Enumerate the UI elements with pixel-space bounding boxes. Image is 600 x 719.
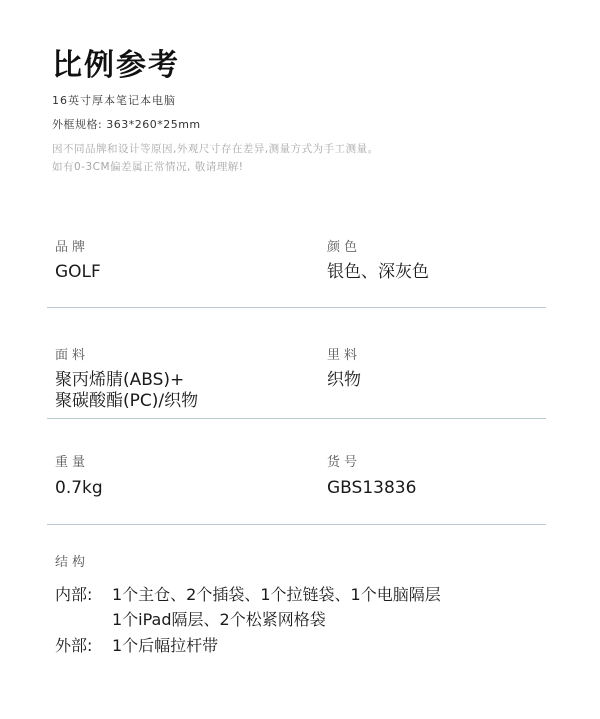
sku-value: GBS13836 bbox=[327, 478, 417, 498]
color-value: 银色、深灰色 bbox=[327, 262, 429, 282]
sku-label: 货号 bbox=[327, 455, 362, 470]
weight-value: 0.7kg bbox=[55, 478, 103, 498]
fabric-label: 面料 bbox=[55, 348, 90, 363]
brand-value: GOLF bbox=[55, 262, 101, 282]
fabric-value-line2: 聚碳酸酯(PC)/织物 bbox=[55, 391, 199, 411]
inner-structure-line1: 1个主仓、2个插袋、1个拉链袋、1个电脑隔层 bbox=[112, 585, 441, 604]
lining-value: 织物 bbox=[327, 370, 361, 390]
outer-structure-line1: 1个后幅拉杆带 bbox=[112, 636, 219, 655]
outer-prefix: 外部: bbox=[55, 636, 93, 655]
page-title: 比例参考 bbox=[52, 48, 180, 83]
measurement-note: 因不同品牌和设计等原因,外观尺寸存在差异,测量方式为手工测量。 bbox=[52, 143, 379, 155]
lining-label: 里料 bbox=[327, 348, 362, 363]
divider bbox=[47, 307, 546, 308]
divider bbox=[47, 524, 546, 525]
structure-label: 结构 bbox=[55, 555, 90, 570]
brand-label: 品牌 bbox=[55, 240, 90, 255]
weight-label: 重量 bbox=[55, 455, 90, 470]
fabric-value-line1: 聚丙烯腈(ABS)+ bbox=[55, 370, 185, 390]
tolerance-note: 如有0-3CM偏差属正常情况, 敬请理解! bbox=[52, 161, 244, 173]
inner-structure-line2: 1个iPad隔层、2个松紧网格袋 bbox=[112, 610, 326, 629]
inner-prefix: 内部: bbox=[55, 585, 93, 604]
product-subtitle: 16英寸厚本笔记本电脑 bbox=[52, 94, 176, 107]
dimensions-text: 外框规格: 363*260*25mm bbox=[52, 118, 201, 131]
divider bbox=[47, 418, 546, 419]
color-label: 颜色 bbox=[327, 240, 362, 255]
